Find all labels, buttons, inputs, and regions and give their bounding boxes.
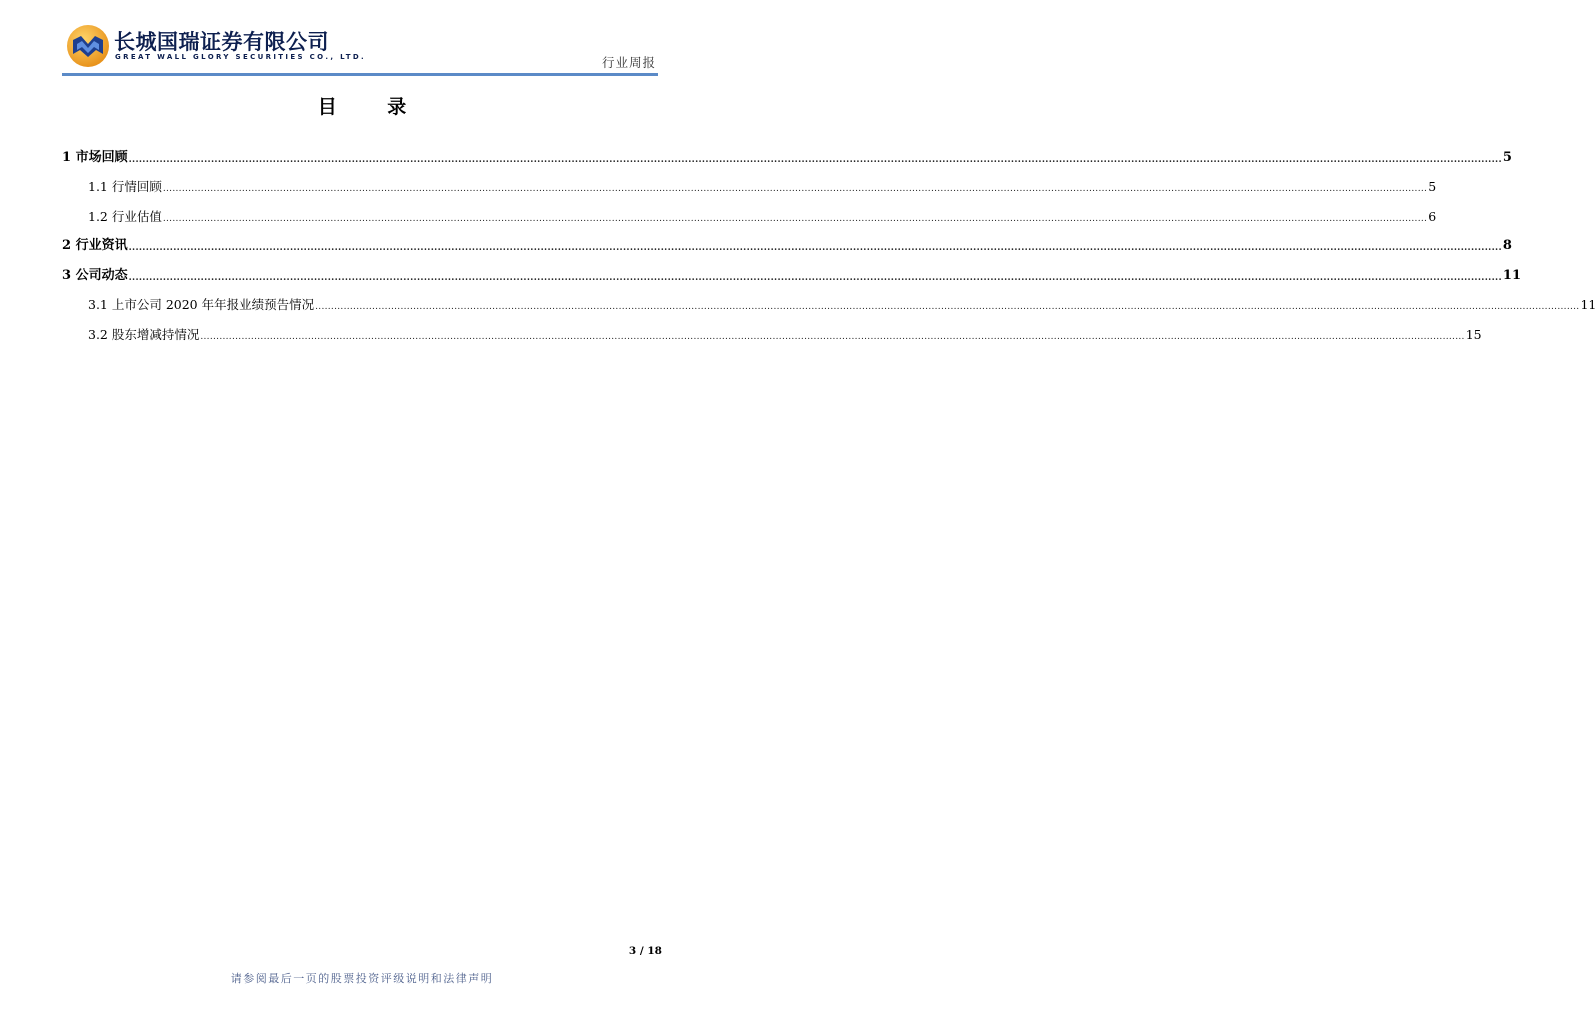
toc-leader-dots: ................................................................................................................................................................................................................................................................................................................................................................................................................ (162, 213, 1428, 224)
toc-leader-dots: ................................................................................................................................................................................................................................................................................................................................................................................................................ (128, 243, 1502, 253)
toc-entry-page: 11 (1502, 267, 1521, 283)
toc-entry[interactable] (62, 136, 1512, 166)
company-logo-icon (66, 24, 110, 68)
toc-entry[interactable] (62, 195, 1437, 225)
toc-entry[interactable] (62, 166, 1437, 196)
toc-entry-page: 15 (1465, 326, 1482, 342)
table-of-contents (62, 136, 1596, 343)
toc-entry-label: 3 公司动态 (62, 267, 128, 283)
toc-entry-page: 6 (1428, 208, 1437, 224)
toc-leader-dots: ................................................................................................................................................................................................................................................................................................................................................................................................................ (162, 184, 1428, 194)
report-type-label: 行业周报 (601, 55, 656, 70)
toc-entry[interactable] (62, 225, 1512, 255)
toc-entry-page: 5 (1428, 179, 1437, 194)
page-header (62, 22, 658, 78)
toc-leader-dots: ................................................................................................................................................................................................................................................................................................................................................................................................................ (315, 302, 1580, 312)
page-number: 3 / 18 (628, 945, 662, 957)
toc-entry-page: 11 (1580, 297, 1596, 312)
toc-entry[interactable] (62, 284, 1596, 314)
toc-entry-label: 2 行业资讯 (62, 238, 128, 253)
toc-entry-label: 1.1 行情回顾 (88, 179, 162, 194)
footer-disclaimer: 请参阅最后一页的股票投资评级说明和法律声明 (230, 972, 494, 985)
toc-leader-dots: ................................................................................................................................................................................................................................................................................................................................................................................................................ (128, 154, 1502, 165)
toc-title: 目 录 (317, 96, 429, 118)
toc-entry-label: 3.2 股东增减持情况 (88, 326, 200, 342)
toc-entry[interactable] (62, 313, 1482, 343)
toc-entry-label: 3.1 上市公司 2020 年年报业绩预告情况 (88, 297, 315, 312)
toc-entry-page: 8 (1502, 238, 1512, 253)
toc-leader-dots: ................................................................................................................................................................................................................................................................................................................................................................................................................ (128, 272, 1502, 283)
toc-entry-label: 1 市场回顾 (62, 149, 128, 165)
toc-entry-page: 5 (1502, 149, 1512, 165)
company-name-cn: 长城国瑞证券有限公司 (114, 30, 329, 54)
company-name-en: GREAT WALL GLORY SECURITIES CO., LTD. (115, 53, 367, 61)
toc-entry-label: 1.2 行业估值 (88, 208, 162, 224)
header-divider (62, 73, 658, 76)
toc-leader-dots: ................................................................................................................................................................................................................................................................................................................................................................................................................ (200, 331, 1465, 342)
toc-entry[interactable] (62, 254, 1521, 284)
